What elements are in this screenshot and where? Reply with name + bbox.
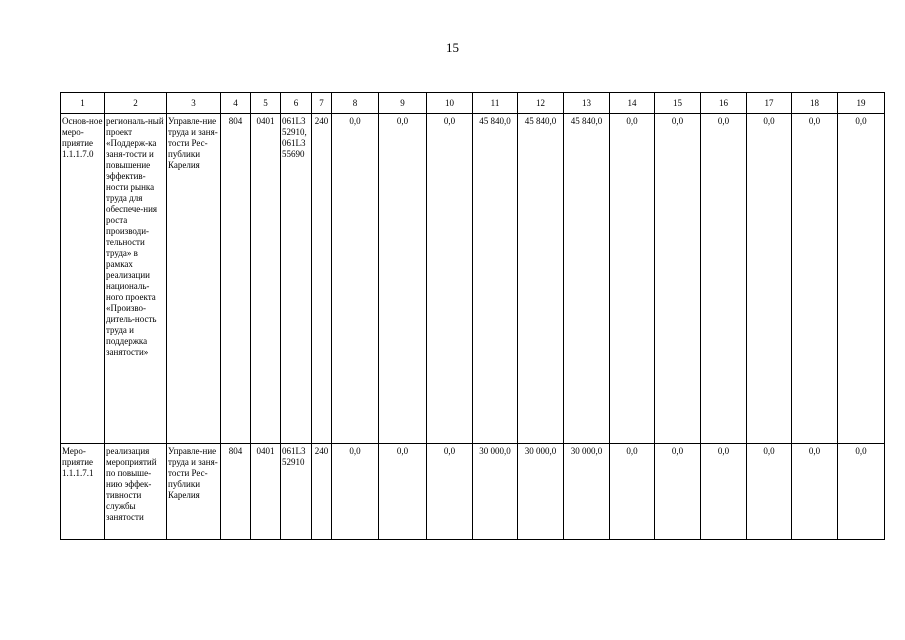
col-header-17: 17 <box>747 93 792 114</box>
col-header-18: 18 <box>792 93 838 114</box>
value-cell-12: 30 000,0 <box>518 444 564 540</box>
col-header-7: 7 <box>312 93 332 114</box>
value-cell-11: 30 000,0 <box>473 444 518 540</box>
expense-type-cell: 240 <box>312 114 332 444</box>
value-cell-11: 45 840,0 <box>473 114 518 444</box>
section-code-cell: 0401 <box>251 444 281 540</box>
col-header-14: 14 <box>610 93 655 114</box>
value-cell-15: 0,0 <box>655 114 701 444</box>
value-cell-13: 30 000,0 <box>564 444 610 540</box>
value-cell-17: 0,0 <box>747 114 792 444</box>
executor-cell: Управле-ние труда и заня-тости Рес-публики Карелия <box>167 114 221 444</box>
event-code-cell: Основ-ное меро-приятие 1.1.1.7.0 <box>61 114 105 444</box>
budget-table <box>60 92 885 540</box>
value-cell-19: 0,0 <box>838 114 885 444</box>
value-cell-12: 45 840,0 <box>518 114 564 444</box>
grbs-code-cell: 804 <box>221 114 251 444</box>
col-header-15: 15 <box>655 93 701 114</box>
value-cell-15: 0,0 <box>655 444 701 540</box>
value-cell-8: 0,0 <box>332 114 379 444</box>
col-header-8: 8 <box>332 93 379 114</box>
value-cell-10: 0,0 <box>427 444 473 540</box>
expense-type-cell: 240 <box>312 444 332 540</box>
value-cell-18: 0,0 <box>792 114 838 444</box>
value-cell-19: 0,0 <box>838 444 885 540</box>
value-cell-9: 0,0 <box>379 114 427 444</box>
col-header-12: 12 <box>518 93 564 114</box>
col-header-3: 3 <box>167 93 221 114</box>
page-number: 15 <box>446 40 459 55</box>
section-code-cell: 0401 <box>251 114 281 444</box>
col-header-13: 13 <box>564 93 610 114</box>
col-header-10: 10 <box>427 93 473 114</box>
col-header-6: 6 <box>281 93 312 114</box>
grbs-code-cell: 804 <box>221 444 251 540</box>
value-cell-14: 0,0 <box>610 114 655 444</box>
value-cell-16: 0,0 <box>701 444 747 540</box>
value-cell-8: 0,0 <box>332 444 379 540</box>
value-cell-14: 0,0 <box>610 444 655 540</box>
col-header-1: 1 <box>61 93 105 114</box>
col-header-4: 4 <box>221 93 251 114</box>
value-cell-9: 0,0 <box>379 444 427 540</box>
event-name-cell: реализация мероприятий по повыше-нию эффек-тивности службы занятости <box>105 444 167 540</box>
col-header-9: 9 <box>379 93 427 114</box>
col-header-16: 16 <box>701 93 747 114</box>
header-row <box>61 93 885 114</box>
event-name-cell: региональ-ный проект «Поддерж-ка заня-тости и повышение эффектив-ности рынка труда для обеспече-ния роста производи-тельности труда» в рамках реализации националь-ного проекта «Произво-дитель-ность труда и поддержка занятости» <box>105 114 167 444</box>
col-header-19: 19 <box>838 93 885 114</box>
target-article-cell: 061L3 52910, 061L3 55690 <box>281 114 312 444</box>
table-row <box>61 114 885 444</box>
value-cell-16: 0,0 <box>701 114 747 444</box>
target-article-cell: 061L3 52910 <box>281 444 312 540</box>
event-code-cell: Меро-приятие 1.1.1.7.1 <box>61 444 105 540</box>
value-cell-13: 45 840,0 <box>564 114 610 444</box>
col-header-11: 11 <box>473 93 518 114</box>
col-header-5: 5 <box>251 93 281 114</box>
table-row <box>61 444 885 540</box>
executor-cell: Управле-ние труда и заня-тости Рес-публики Карелия <box>167 444 221 540</box>
col-header-2: 2 <box>105 93 167 114</box>
value-cell-10: 0,0 <box>427 114 473 444</box>
value-cell-18: 0,0 <box>792 444 838 540</box>
value-cell-17: 0,0 <box>747 444 792 540</box>
